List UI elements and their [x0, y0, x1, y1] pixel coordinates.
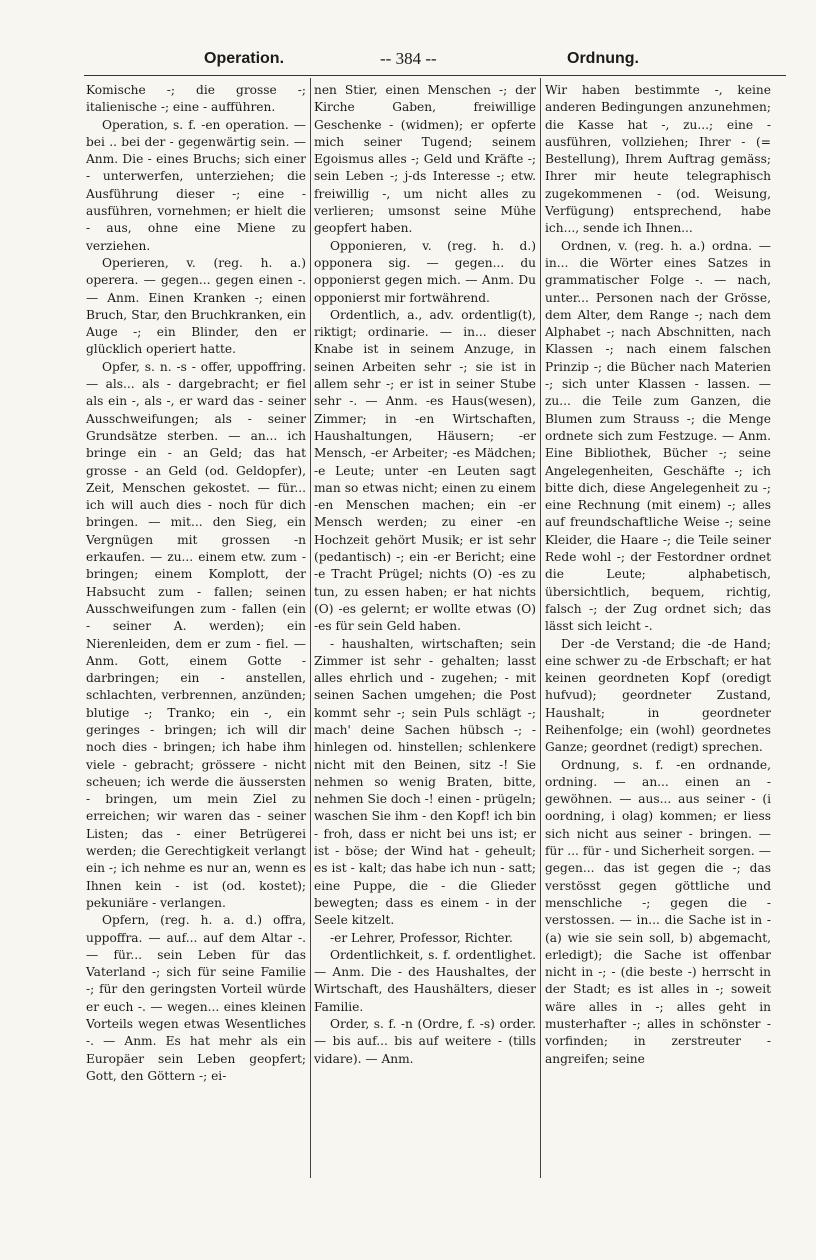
entry-text: Der -de Verstand; die -de Hand; eine schwer zu -de Erbschaft; er hat keinen geordneten Kopf (oredigt hufvud); geordneter Zustand, Haushalt; in geordneter Reihenfolge; ein (wohl) geordnetes Ganze; geordnet (redigt) sprechen. — [545, 636, 771, 755]
page-number: -- 384 -- — [380, 49, 437, 68]
entry-text: - haushalten, wirtschaften; sein Zimmer ist sehr - gehalten; lasst alles ehrlich und - zugehen; - mit seinen Sachen umgehen; die Post kommt sehr -; sein Puls schlägt -; mach' deine Sachen hübsch -; - hinlegen od. hinstellen; schlenkere nicht mit den Beinen, sitz -! Sie nehmen so wenig Braten, bitte, nehmen Sie doch -! einen - prügeln; waschen Sie ihm - den Kopf! ich bin - froh, dass er nicht bei uns ist; er ist - böse; der Wind hat - geheult; es ist - kalt; das habe ich nun - satt; eine Puppe, die - die Glieder bewegten; dass es einem - in der Seele kitzelt. — [314, 636, 536, 928]
entry-opponieren: Opponieren, v. (reg. h. d.) opponera sig. — gegen... du opponierst gegen mich. — Anm. Du opponierst mir fortwährend. — [314, 238, 536, 305]
entry-opfern: Opfern, (reg. h. a. d.) offra, uppoffra. — auf... auf dem Altar -. — für... sein Leben für das Vaterland -; sich für seine Familie -; für den geringsten Vorteil würde er euch -. — wegen... eines kleinen Vorteils wegen etwas Wesentliches -. — Anm. Es hat mehr als ein Europäer sein Leben geopfert; Gott, den Göttern -; ei- — [86, 913, 306, 1083]
header-rule — [84, 75, 786, 76]
entry-text: Wir haben bestimmte -, keine anderen Bedingungen anzunehmen; die Kasse hat -, zu...; eine - ausführen, vollziehen; Ihrer - (= Bestellung), Ihrem Auftrag gemäss; Ihrer mir heute telegraphisch zugekommenen - (od. Weisung, Verfügung) entsprechend, habe ich..., sende ich Ihnen... — [545, 83, 771, 236]
column-3 — [545, 82, 771, 1068]
entry-ordnung: Ordnung, s. f. -en ordnande, ordning. — an... einen an - gewöhnen. — aus... aus seiner - (i oordning, i olag) kommen; er liess sich nicht aus seiner - bringen. — für ... für - und Sicherheit sorgen. — gegen... das ist gegen die -; das verstösst gegen göttliche und menschliche -; gegen die - verstossen. — in... die Sache ist in -(a) wie sie sein soll, b) abgemacht, erledigt); die Sache ist offenbar nicht in -; - (die beste -) herrscht in der Stadt; es ist alles in -; soweit wäre alles in -; alles geht in musterhafter -; alles in schönster - vorfinden; in zerstreuter - angreifen; seine — [545, 757, 771, 1066]
entry-operieren: Operieren, v. (reg. h. a.) operera. — gegen... gegen einen -. — Anm. Einen Kranken -; einen Bruch, Star, den Bruchkranken, ein Auge -; ein Blinder, den er glücklich operiert hatte. — [86, 255, 306, 357]
column-1 — [86, 82, 306, 1085]
column-2 — [314, 82, 536, 1068]
entry-order: Order, s. f. -n (Ordre, f. -s) order. — bis auf... bis auf weitere - (tills vidare). — Anm. — [314, 1017, 536, 1066]
header-right-keyword: Ordnung. — [567, 50, 639, 67]
column-divider — [540, 78, 541, 1178]
header-left-keyword: Operation. — [204, 50, 285, 67]
column-divider — [310, 78, 311, 1178]
entry-ordentlichkeit: Ordentlichkeit, s. f. ordentlighet. — Anm. Die - des Haushaltes, der Wirtschaft, des Haushälters, dieser Familie. — [314, 947, 536, 1014]
entry-text: -er Lehrer, Professor, Richter. — [330, 930, 513, 945]
entry-ordentlich: Ordentlich, a., adv. ordentlig(t), riktigt; ordinarie. — in... dieser Knabe ist in seinem Anzuge, in seinen Arbeiten sehr -; sie ist in allem sehr -; er ist in seiner Stube sehr -. — Anm. -es Haus(wesen), Zimmer; in -en Wirtschaften, Haushaltungen, Häusern; -er Mensch, -er Arbeiter; -es Mädchen; -e Leute; unter -en Leuten sagt man so etwas nicht; einen zu einem -en Menschen machen; ein -er Mensch werden; zu einer -en Hochzeit gehört Musik; er ist sehr (pedantisch) -; ein -er Bericht; eine -e Tracht Prügel; nichts (O) -es zu tun, zu essen haben; er hat nichts (O) -es gelernt; er wollte etwas (O) -es für sein Geld haben. — [314, 307, 536, 634]
page-header — [84, 44, 784, 74]
entry-operation: Operation, s. f. -en operation. — bei .. bei der - gegenwärtig sein. — Anm. Die - eines Bruchs; sich einer - unterwerfen, unterziehen; die Ausführung dieser -; eine - ausführen, vornehmen; er hielt die - aus, ohne eine Miene zu verziehen. — [86, 117, 306, 253]
entry-text: nen Stier, einen Menschen -; der Kirche Gaben, freiwillige Geschenke - (widmen); er opferte mich seiner Tugend; seinem Egoismus alles -; Geld und Kräfte -; sein Leben -; j-ds Interesse -; etw. freiwillig -, um nicht alles zu verlieren; umsonst seine Mühe geopfert haben. — [314, 83, 536, 236]
entry-ordnen: Ordnen, v. (reg. h. a.) ordna. — in... die Wörter eines Satzes in grammatischer Folge -. — nach, unter... Personen nach der Grösse, dem Alter, dem Range -; nach dem Alphabet -; nach Abschnitten, nach Klassen -; nach einem falschen Prinzip -; die Bücher nach Materien -; sich unter Klassen - lassen. — zu... die Teile zum Ganzen, die Blumen zum Strauss -; die Menge ordnete sich zum Festzuge. — Anm. Eine Bibliothek, Bücher -; seine Angelegenheiten, Geschäfte -; ich bitte dich, diese Angelegenheit zu -; eine Rechnung (mit einem) -; alles auf freundschaftliche Weise -; seine Kleider, die Haare -; die Teile seiner Rede wohl -; der Festordner ordnet die Leute; alphabetisch, übersichtlich, bequem, richtig, falsch -; der Zug ordnet sich; das lässt sich leicht -. — [545, 238, 771, 634]
entry-text: Komische -; die grosse -; italienische -; eine - aufführen. — [86, 83, 306, 115]
entry-opfer: Opfer, s. n. -s - offer, uppoffring. — als... als - dargebracht; er fiel als ein -, als -, er ward das - seiner Ausschweifungen; als - seiner Grundsätze sterben. — an... ich bringe ein - an Geld; das hat grosse - an Geld (od. Geldopfer), Zeit, Menschen gekostet. — für... ich will auch dies - noch für dich bringen. — mit... den Sieg, ein Vergnügen mit grossen -n erkaufen. — zu... einem etw. zum - bringen; einem Komplott, der Habsucht zum - fallen; seinen Ausschweifungen zum - fallen (ein - seiner A. werden); ein Nierenleiden, dem er zum - fiel. — Anm. Gott, einem Gotte - darbringen; ein - anstellen, schlachten, verbrennen, anzünden; blutige -; Tranko; ein -, ein geringes - bringen; ich will dir noch dies - bringen; ich habe ihm viele - gebracht; grössere - nicht scheuen; ich werde die äussersten - bringen, um mein Ziel zu erreichen; wir waren das - seiner Listen; das - einer Betrügerei werden; die Gerechtigkeit verlangt ein -; ich nehme es nur an, wenn es Ihnen kein - ist (od. kostet); pekuniäre - verlangen. — [86, 359, 306, 910]
